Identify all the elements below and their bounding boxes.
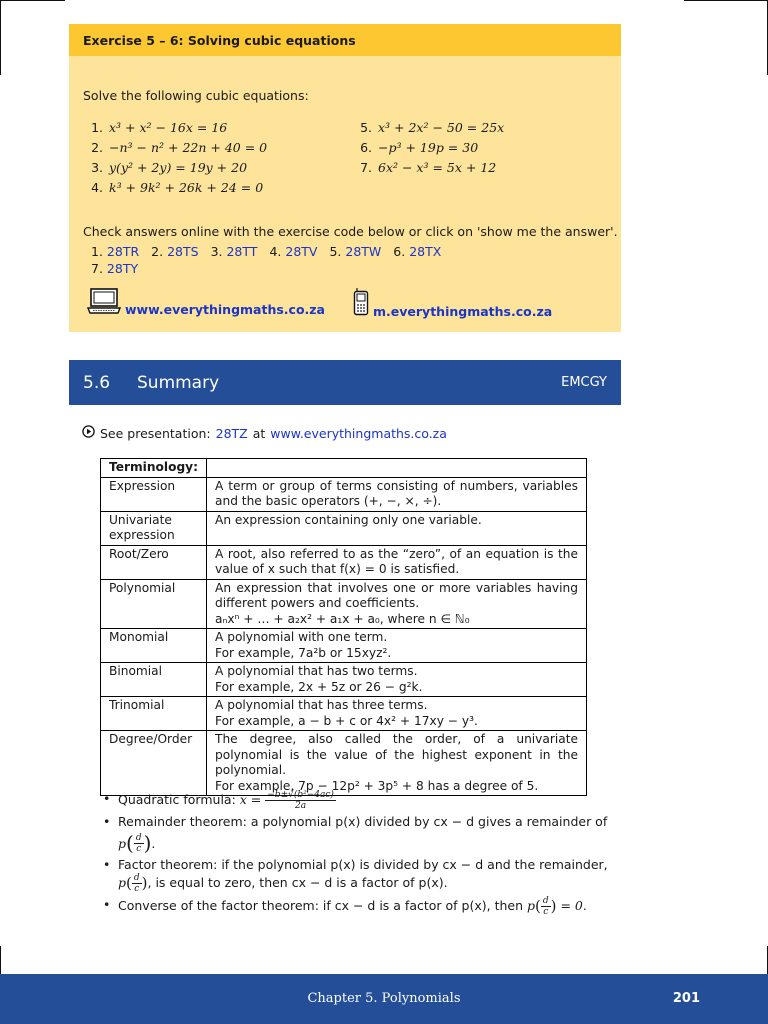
remainder-frac-den: c <box>136 844 142 854</box>
question-equation: x³ + 2x² − 50 = 25x <box>378 120 505 135</box>
exercise-code-link[interactable]: 28TX <box>409 244 442 259</box>
exercise-questions-right <box>352 118 504 178</box>
code-number: 1. <box>91 244 103 259</box>
presentation-code-link[interactable]: 28TZ <box>215 425 248 441</box>
exercise-question <box>83 118 267 138</box>
question-equation: y(y² + 2y) = 19y + 20 <box>109 160 248 175</box>
definition-line: For example, 7p − 12p² + 3p⁵ + 8 has a degree of 5. <box>215 778 539 793</box>
definition-cell <box>207 697 587 731</box>
definition-cell <box>207 579 587 629</box>
exercise-code-link[interactable]: 28TS <box>167 244 199 259</box>
crop-mark-top-left-horizontal <box>0 0 65 1</box>
definition-cell <box>207 629 587 663</box>
exercise-code-link[interactable]: 28TT <box>226 244 258 259</box>
mobile-site-link[interactable]: m.everythingmaths.co.za <box>373 304 553 319</box>
play-icon[interactable] <box>82 425 95 441</box>
definition-line: An expression that involves one or more variables having different powers and coefficients. <box>215 580 578 610</box>
quadratic-label: Quadratic formula: <box>118 792 236 807</box>
presentation-line <box>82 425 447 441</box>
question-number: 4. <box>91 180 103 195</box>
check-answers-text: Check answers online with the exercise code below or click on 'show me the answer'. <box>83 224 618 239</box>
table-row <box>101 477 587 511</box>
exercise-box <box>69 24 621 332</box>
code-number: 6. <box>393 244 406 259</box>
table-row <box>101 663 587 697</box>
quadratic-denominator: 2a <box>295 801 307 811</box>
converse-fraction <box>541 896 551 917</box>
definition-cell <box>207 511 587 545</box>
exercise-question <box>83 178 267 198</box>
definition-cell <box>207 545 587 579</box>
exercise-question <box>83 138 267 158</box>
question-equation: k³ + 9k² + 26k + 24 = 0 <box>109 180 264 195</box>
exercise-intro: Solve the following cubic equations: <box>83 88 309 103</box>
crop-mark-top-right-horizontal <box>684 0 768 1</box>
question-equation: 6x² − x³ = 5x + 12 <box>378 160 497 175</box>
page-number: 201 <box>672 991 700 1006</box>
bullet-remainder <box>103 813 608 854</box>
exercise-question <box>352 138 504 158</box>
crop-mark-top-left-vertical <box>0 0 1 75</box>
terminology-table <box>100 458 587 796</box>
question-number: 6. <box>360 140 372 155</box>
definition-line: For example, 7a²b or 15xyz². <box>215 645 392 660</box>
summary-bullets <box>103 790 608 919</box>
table-row <box>101 545 587 579</box>
code-number: 5. <box>329 244 342 259</box>
question-equation: x³ + x² − 16x = 16 <box>109 120 228 135</box>
table-row <box>101 731 587 796</box>
exercise-question <box>83 158 267 178</box>
quadratic-fraction <box>265 790 336 811</box>
bullet-factor: • Factor theorem: if the polynomial p(x) is divided by cx − d and the remainder, p( $\frac{d}{c}$ ), is equal to zero, then cx − d is a factor of p(x). <box>103 856 608 894</box>
table-row <box>101 629 587 663</box>
remainder-p: p <box>118 836 127 851</box>
question-number: 2. <box>91 140 103 155</box>
exercise-code-item <box>393 243 441 260</box>
exercise-code-item <box>269 243 317 260</box>
question-equation: −n³ − n² + 22n + 40 = 0 <box>109 140 268 155</box>
factor-frac-den: c <box>134 884 140 894</box>
remainder-frac-num: d <box>135 833 142 843</box>
question-number: 7. <box>360 160 372 175</box>
exercise-code-item <box>329 243 381 260</box>
exercise-title: Exercise 5 – 6: Solving cubic equations <box>69 24 621 56</box>
factor-fraction <box>132 873 142 894</box>
converse-frac-num: d <box>542 896 549 906</box>
definition-line: A term or group of terms consisting of numbers, variables and the basic operators (+, −, ×, ÷). <box>215 478 578 508</box>
term-cell: Degree/Order <box>101 731 207 796</box>
definition-line: The degree, also called the order, of a univariate polynomial is the value of the highest exponent in the polynomial. <box>215 732 578 777</box>
remainder-fraction <box>134 833 144 854</box>
definition-cell <box>207 477 587 511</box>
factor-p: p <box>118 875 127 890</box>
converse-p: p <box>527 898 536 913</box>
term-cell: Univariate expression <box>101 511 207 545</box>
term-cell: Polynomial <box>101 579 207 629</box>
term-cell: Monomial <box>101 629 207 663</box>
exercise-question <box>352 118 504 138</box>
code-number: 4. <box>269 244 282 259</box>
quadratic-numerator: −b±√(b²−4ac) <box>267 790 334 800</box>
presentation-at: at <box>252 425 266 441</box>
desktop-site[interactable] <box>87 288 325 317</box>
converse-text: Converse of the factor theorem: if cx − d is a factor of p(x), then <box>118 898 524 913</box>
definition-line: For example, a − b + c or 4x² + 17xy − y³. <box>215 713 478 728</box>
factor-frac-num: d <box>133 873 140 883</box>
footer-chapter: Chapter 5. Polynomials <box>307 991 461 1006</box>
exercise-code-item <box>211 243 258 260</box>
definition-line: A polynomial with one term. <box>215 630 388 644</box>
term-cell: Trinomial <box>101 697 207 731</box>
exercise-code-item <box>91 260 138 277</box>
bullet-quadratic <box>103 790 608 811</box>
converse-frac-den: c <box>543 907 549 917</box>
term-cell: Expression <box>101 477 207 511</box>
exercise-codes <box>91 243 531 277</box>
definition-cell <box>207 731 587 796</box>
laptop-icon <box>87 288 121 317</box>
exercise-code-link[interactable]: 28TR <box>106 244 140 259</box>
definition-line: An expression containing only one variable. <box>215 512 482 527</box>
exercise-code-link[interactable]: 28TW <box>345 244 382 259</box>
code-number: 2. <box>151 244 164 259</box>
question-number: 3. <box>91 160 103 175</box>
exercise-questions-left <box>83 118 267 198</box>
section-banner <box>69 360 621 405</box>
table-header-empty <box>207 459 587 478</box>
definition-line: A polynomial that has three terms. <box>215 698 428 712</box>
table-header-row <box>101 459 587 478</box>
section-code: EMCGY <box>561 375 607 390</box>
term-cell: Root/Zero <box>101 545 207 579</box>
exercise-code-item <box>91 243 139 260</box>
exercise-code-link[interactable]: 28TV <box>285 244 318 259</box>
factor-text-2: , is equal to zero, then cx − d is a factor of p(x). <box>147 875 448 890</box>
mobile-site[interactable] <box>353 288 552 319</box>
question-equation: −p³ + 19p = 30 <box>378 140 479 155</box>
table-row <box>101 511 587 545</box>
question-number: 1. <box>91 120 103 135</box>
factor-text-1: Factor theorem: if the polynomial p(x) is divided by cx − d and the remainder, <box>118 857 608 872</box>
definition-line: A polynomial that has two terms. <box>215 664 418 678</box>
quadratic-lhs: x = <box>239 792 262 807</box>
presentation-url-link[interactable]: www.everythingmaths.co.za <box>270 425 447 441</box>
section-title: Summary <box>137 372 220 393</box>
code-number: 3. <box>210 244 223 259</box>
exercise-question <box>352 158 504 178</box>
definition-cell <box>207 663 587 697</box>
bullet-converse: • Converse of the factor theorem: if cx − d is a factor of p(x), then p( $\frac{d}{c}$ ) = 0. <box>103 896 608 917</box>
page-footer <box>0 974 768 1024</box>
converse-end: = 0. <box>560 898 587 913</box>
crop-mark-bottom-left-vertical <box>0 946 1 974</box>
question-number: 5. <box>360 120 372 135</box>
desktop-site-link[interactable]: www.everythingmaths.co.za <box>125 302 325 317</box>
table-header: Terminology: <box>101 459 207 478</box>
remainder-expression: p ( $\frac{d}{c}$ ) . <box>118 831 156 855</box>
presentation-label: See presentation: <box>100 425 211 441</box>
mobile-phone-icon <box>353 288 369 319</box>
table-row <box>101 579 587 629</box>
term-cell: Binomial <box>101 663 207 697</box>
remainder-text: Remainder theorem: a polynomial p(x) divided by cx − d gives a remainder of <box>118 814 608 829</box>
exercise-code-item <box>151 243 198 260</box>
section-number: 5.6 <box>83 372 111 393</box>
definition-line: For example, 2x + 5z or 26 − g²k. <box>215 679 423 694</box>
definition-line: A root, also referred to as the “zero”, of an equation is the value of x such that f(x) = 0 is satisfied. <box>215 546 578 576</box>
exercise-code-link[interactable]: 28TY <box>106 261 139 276</box>
table-row <box>101 697 587 731</box>
definition-line: aₙxⁿ + … + a₂x² + a₁x + a₀, where n ∈ ℕ₀ <box>215 611 470 626</box>
code-number: 7. <box>91 261 103 276</box>
